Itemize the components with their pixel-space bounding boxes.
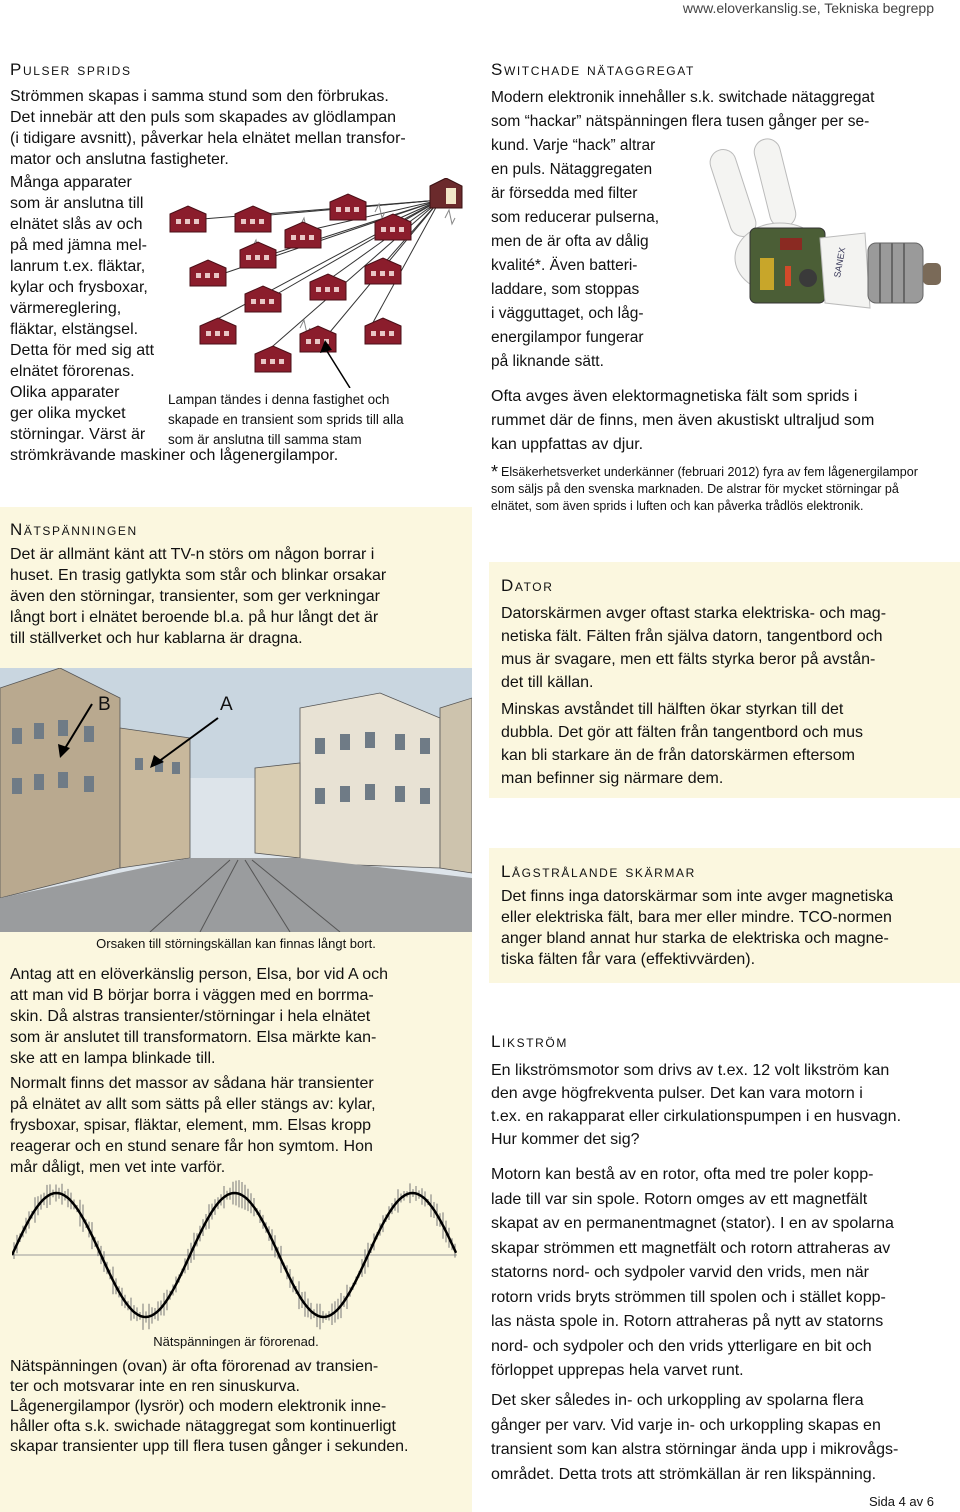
likstrom-para2	[491, 1163, 956, 1384]
normalt-paragraph	[10, 1073, 470, 1178]
text-line: skapat av en permanentmagnet (stator). I en av spolarna	[491, 1215, 894, 1232]
lamp-photo	[690, 138, 952, 333]
text-line: som reducerar pulserna,	[491, 209, 659, 226]
house-icon	[190, 260, 226, 286]
lamp-base	[868, 243, 941, 303]
house-icon	[365, 258, 401, 284]
network-diagram	[160, 178, 480, 388]
site-header: www.eloverkanslig.se, Tekniska begrepp	[682, 0, 934, 16]
house-icon	[365, 318, 401, 344]
text-line: kund. Varje “hack” altrar	[491, 137, 656, 154]
text-line: fläktar, elstängsel.	[10, 321, 139, 338]
lagstralande-text	[501, 886, 956, 970]
text-line: Antag att en elöverkänslig person, Elsa, bor vid A och	[10, 966, 389, 983]
text-line: som är anslutet till transformatorn. Elsa märkte kan-	[10, 1029, 377, 1046]
label-a: A	[220, 694, 233, 715]
label-b: B	[98, 694, 111, 715]
house-icon	[235, 206, 271, 232]
heading-natspanningen: Nätspänningen	[10, 520, 138, 539]
text-line: Nätspänningen (ovan) är ofta förorenad av transien-	[10, 1358, 379, 1375]
text-line: Det innebär att den puls som skapades av glödlampan	[10, 109, 397, 126]
text-line: förloppet upprepas hela varvet runt.	[491, 1362, 744, 1379]
text-line: på liknande sätt.	[491, 353, 604, 370]
text-line: till ställverket och hur kablarna är dragna.	[10, 630, 303, 647]
text-line: gånger per varv. Vid varje in- och urkoppling skapas en	[491, 1416, 881, 1434]
dator-para1	[501, 602, 956, 694]
text-line: Motorn kan bestå av en rotor, ofta med tre poler kopp-	[491, 1166, 874, 1183]
sine-wave	[12, 1180, 457, 1330]
text-line: långt bort i elnätet beroende bl.a. på hur långt det är	[10, 609, 379, 626]
wave-caption: Nätspänningen är förorenad.	[153, 1334, 319, 1349]
transformer-icon	[430, 178, 462, 208]
likstrom-para1	[491, 1059, 956, 1151]
text-line: ter och motsvarar inte en ren sinuskurva.	[10, 1378, 300, 1395]
text-line: rummet där de finns, men även akustiskt ultraljud som	[491, 412, 875, 429]
text-line: Minskas avståndet till hälften ökar styrkan till det	[501, 701, 844, 718]
text-line: Många apparater	[10, 174, 132, 191]
text-line: kylar och frysboxar,	[10, 279, 148, 296]
text-line: Normalt finns det massor av sådana här transienter	[10, 1075, 374, 1092]
natspanningen-text	[10, 544, 470, 649]
text-line: transient som kan alstra störningar ända upp i mikrovågs-	[491, 1441, 899, 1458]
text-line: en puls. Nätaggregaten	[491, 161, 653, 178]
text-line: Modern elektronik innehåller s.k. switchade nätaggregat	[491, 89, 875, 106]
text-line: Det är allmänt känt att TV-n störs om någon borrar i	[10, 546, 375, 563]
caption-line: skapade en transient som sprids till alla	[168, 412, 404, 427]
text-line: elnätet slås av och	[10, 216, 143, 233]
footnote-line: Elsäkerhetsverket underkänner (februari 2012) fyra av fem lågenergilampor	[501, 465, 918, 479]
text-line: Det finns inga datorskärmar som inte avger magnetiska	[501, 888, 894, 905]
text-line: Strömmen skapas i samma stund som den förbrukas.	[10, 88, 389, 105]
text-line: Detta för med sig att	[10, 342, 155, 359]
page-number: Sida 4 av 6	[868, 1494, 934, 1509]
text-line: värmereglering,	[10, 300, 122, 317]
house-icon	[255, 346, 291, 372]
house-icon	[330, 194, 366, 220]
footnote-line: elnätet, som även sprids i luften och kan påverka trådlös elektronik.	[491, 499, 864, 513]
house-icon	[310, 274, 346, 300]
text-line: frysboxar, spisar, fläktar, element, mm. Elsas kropp	[10, 1117, 372, 1134]
heading-pulser: Pulser sprids	[10, 60, 132, 79]
photo-arrows	[40, 690, 360, 780]
house-icon	[240, 242, 276, 268]
caption-line: Lampan tändes i denna fastighet och	[168, 392, 390, 407]
text-line: nord- och sydpoler och den vrids ytterligare en bit och	[491, 1337, 872, 1355]
heading-switchade: Switchade nätaggregat	[491, 60, 695, 79]
text-line: som “hackar” nätspänningen flera tusen gånger per se-	[491, 113, 870, 130]
text-line: laddare, som stoppas	[491, 281, 640, 298]
natspanning-paragraph	[10, 1357, 470, 1457]
text-line: tiska fälten får vara (effektivvärden).	[501, 951, 756, 968]
text-line: anger bland annat hur starka de elektriska och magne-	[501, 930, 889, 947]
text-line: (i tidigare avsnitt), påverkar hela elnätet mellan transfor-	[10, 130, 406, 147]
text-line: på elnätet av allt som sätts på eller stängs av: kylar,	[10, 1096, 376, 1113]
text-line: Olika apparater	[10, 384, 120, 401]
text-line: men de är ofta av dålig	[491, 233, 649, 250]
text-line: är försedda med filter	[491, 185, 638, 202]
footnote-line: som säljs på den svenska marknaden. De alstrar för mycket störningar på	[491, 482, 899, 496]
caption-line: som är anslutna till samma stam	[168, 432, 362, 447]
diagram-caption	[168, 390, 404, 450]
text-line: netiska fält. Fälten från själva datorn, tangentbord och	[501, 628, 883, 645]
text-line: Det sker således in- och urkoppling av spolarna flera	[491, 1392, 864, 1409]
text-line: på med jämna mel-	[10, 237, 147, 254]
footnote-star: *	[491, 462, 499, 482]
text-line: rotorn vrids bryts strömmen till spolen och i stället kopp-	[491, 1288, 886, 1306]
text-line: kan uppfattas av djur.	[491, 436, 644, 453]
text-line: skapar strömmen ett magnetfält och rotorn attraheras av	[491, 1239, 891, 1257]
text-line: Ofta avges även elektormagnetiska fält som sprids i	[491, 388, 858, 405]
text-line: håller ofta s.k. swichade nätaggregat som kontinuerligt	[10, 1418, 396, 1435]
text-line: t.ex. en rakapparat eller cirkulationspumpen i en husvagn.	[491, 1108, 902, 1125]
text-line: att man vid B börjar borra i väggen med en borrma-	[10, 987, 374, 1004]
text-line: skin. Då alstras transienter/störningar i hela elnätet	[10, 1008, 371, 1025]
house-icon	[245, 286, 281, 312]
text-line: elnätet förorenas.	[10, 363, 135, 380]
arrow-a-icon	[150, 718, 218, 768]
text-line: skapar transienter upp till flera tusen gånger i sekunden.	[10, 1438, 409, 1455]
text-line: ger olika mycket	[10, 405, 126, 422]
text-line: kvalité*. Även batteri-	[491, 257, 638, 274]
text-line: energilampor fungerar	[491, 329, 644, 346]
likstrom-para3	[491, 1389, 956, 1487]
circuit-board	[750, 228, 825, 303]
text-line: Hur kommer det sig?	[491, 1131, 640, 1148]
text-line: mator och anslutna fastigheter.	[10, 151, 229, 168]
heading-lagstralande: Lågstrålande skärmar	[501, 862, 696, 881]
transient-marks	[252, 204, 455, 334]
text-line: området. Detta trots att strömkällan är ren likspänning.	[491, 1465, 877, 1483]
text-line: reagerar och en stund senare får hon symtom. Hon	[10, 1138, 373, 1155]
text-line: eller elektriska fält, bara mer eller mindre. TCO-normen	[501, 909, 892, 926]
text-line: strömkrävande maskiner och lågenergilampor.	[10, 447, 339, 464]
text-line: mus är svagare, men ett fälts styrka beror på avstån-	[501, 651, 876, 668]
house-icon	[170, 206, 206, 232]
switchade-para2	[491, 385, 956, 457]
footnote	[491, 464, 960, 515]
text-line: dubbla. Det gör att fälten från tangentbord och mus	[501, 724, 864, 741]
lamp-brand-label: SANEX	[832, 246, 848, 279]
text-line: i vägguttaget, och låg-	[491, 305, 644, 322]
photo-caption: Orsaken till störningskällan kan finnas långt bort.	[96, 936, 376, 951]
text-line: även den störningar, transienter, som ger verkningar	[10, 588, 380, 605]
text-line: ske att en lampa blinkade till.	[10, 1050, 216, 1067]
arrow-b-icon	[58, 704, 92, 758]
text-line: kan bli starkare än de från datorskärmen eftersom	[501, 747, 855, 764]
text-line: man befinner sig närmare dem.	[501, 770, 724, 787]
text-line: las nästa spole in. Rotorn attraheras på nytt av statorns	[491, 1313, 884, 1330]
heading-likstrom: Likström	[491, 1032, 568, 1051]
text-line: statorns nord- och sydpoler varvid den vrids, men när	[491, 1264, 869, 1281]
text-line: det till källan.	[501, 674, 594, 691]
text-line: lade till var sin spole. Rotorn omges av ett magnetfält	[491, 1190, 868, 1208]
elsa-paragraph	[10, 964, 470, 1069]
text-line: störningar. Värst är	[10, 426, 146, 443]
text-line: den avge högfrekventa pulser. Det kan vara motorn i	[491, 1085, 863, 1102]
text-line: mår dåligt, men vet inte varför.	[10, 1159, 226, 1176]
text-line: Lågenergilampor (lysrör) och modern elektronik inne-	[10, 1398, 387, 1415]
house-icon	[200, 318, 236, 344]
text-line: huset. En trasig gatlykta som står och blinkar orsakar	[10, 567, 387, 584]
heading-dator: Dator	[501, 576, 554, 595]
house-icon	[285, 222, 321, 248]
dator-para2	[501, 698, 956, 790]
text-line: En likströmsmotor som drivs av t.ex. 12 volt likström kan	[491, 1062, 890, 1079]
text-line: lanrum t.ex. fläktar,	[10, 258, 146, 275]
text-line: Datorskärmen avger oftast starka elektriska- och mag-	[501, 605, 887, 622]
text-line: som är anslutna till	[10, 195, 144, 212]
